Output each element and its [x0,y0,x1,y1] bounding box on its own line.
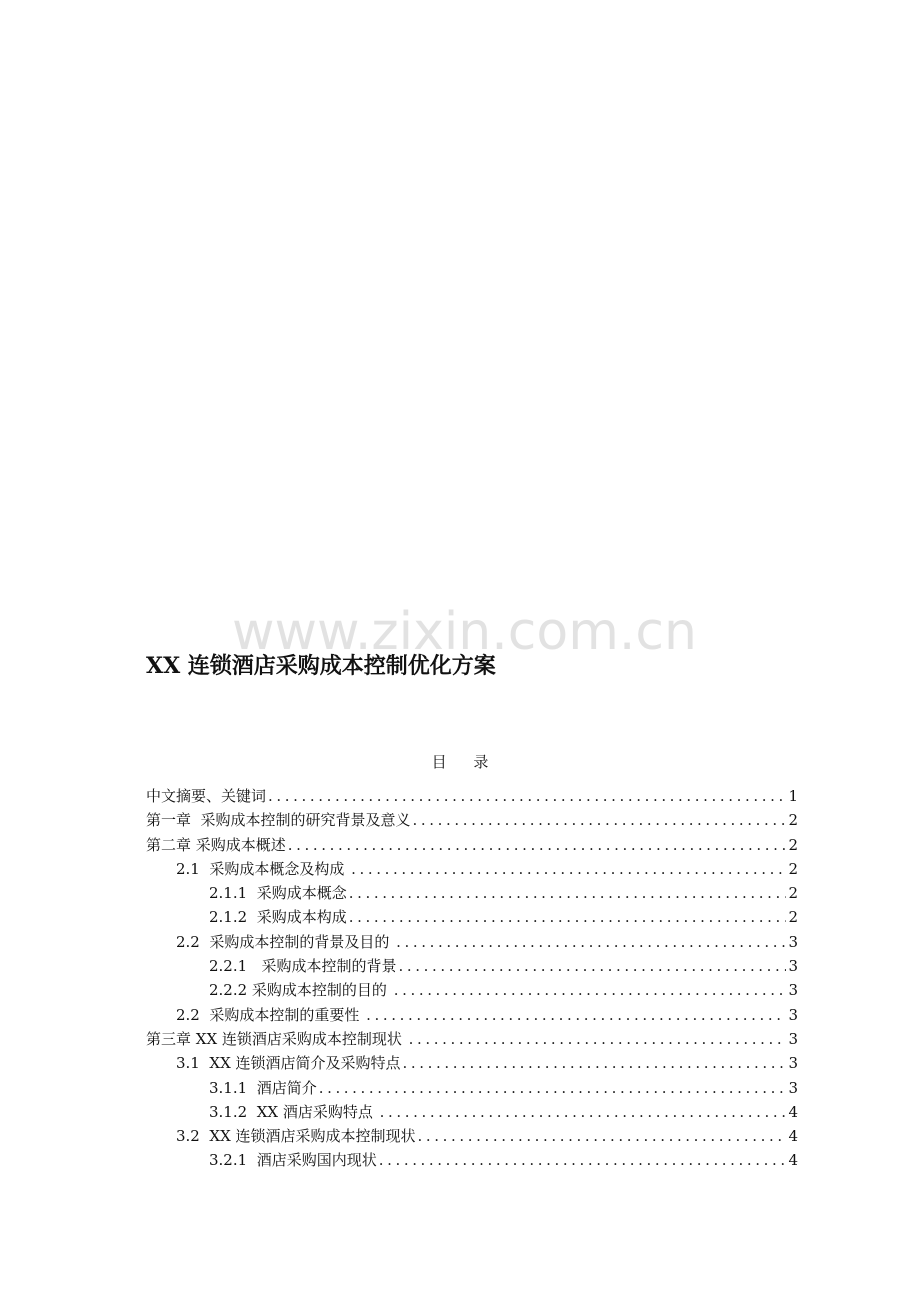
toc-entry[interactable] [146,857,798,881]
document-title: XX 连锁酒店采购成本控制优化方案 [146,653,496,679]
toc-entry-page: 1 [788,787,798,805]
toc-dot-leader [409,1027,787,1051]
toc-entry-label: 2.1 采购成本概念及构成 [176,859,350,878]
toc-entry[interactable] [146,930,798,954]
toc-entry[interactable] [146,978,798,1002]
toc-entry-label: 第一章 采购成本控制的研究背景及意义 [146,811,411,830]
toc-dot-leader [288,833,787,857]
toc-entry-label: 3.2 XX 连锁酒店采购成本控制现状 [176,1127,416,1146]
toc-dot-leader [396,930,786,954]
toc-entry-page: 3 [788,1005,798,1024]
toc-entry-label: 3.1 XX 连锁酒店简介及采购特点 [176,1054,401,1073]
toc-dot-leader [380,1100,787,1124]
toc-entry[interactable] [146,905,798,929]
toc-entry-label: 2.1.2 采购成本构成 [209,908,347,927]
toc-entry[interactable] [146,881,798,905]
toc-entry-page: 3 [788,1054,798,1073]
toc-entry-page: 2 [788,908,798,927]
toc-dot-leader [319,1076,787,1100]
toc-entry[interactable] [146,1100,798,1124]
toc-entry[interactable] [146,784,798,808]
toc-dot-leader [349,905,787,929]
watermark: www.zixin.com.cn [232,602,697,662]
toc-entry-page: 3 [788,1078,798,1097]
toc-dot-leader [349,881,787,905]
toc-entry-page: 4 [788,1102,798,1121]
toc-dot-leader [351,857,786,881]
toc-dot-leader [413,808,787,832]
table-of-contents [146,784,798,1173]
toc-entry-page: 3 [788,932,798,951]
toc-entry[interactable] [146,1027,798,1051]
toc-dot-leader [398,954,786,978]
toc-dot-leader [379,1148,787,1172]
toc-entry-page: 3 [788,981,798,1000]
toc-entry-page: 4 [788,1127,798,1146]
toc-entry[interactable] [146,954,798,978]
toc-entry-label: 2.2.2 采购成本控制的目的 [209,981,392,1000]
toc-entry-label: 2.1.1 采购成本概念 [209,884,347,903]
toc-entry[interactable] [146,1124,798,1148]
toc-entry-label: 3.1.2 XX 酒店采购特点 [209,1102,378,1121]
toc-entry-page: 2 [788,884,798,903]
toc-entry-page: 2 [788,859,798,878]
toc-entry-page: 3 [788,1029,798,1048]
toc-entry-page: 3 [788,957,798,976]
toc-dot-leader [403,1051,787,1075]
toc-entry-page: 4 [788,1151,798,1170]
toc-dot-leader [268,784,786,808]
toc-entry-page: 2 [788,835,798,854]
toc-entry[interactable] [146,808,798,832]
toc-dot-leader [418,1124,787,1148]
toc-entry[interactable] [146,1051,798,1075]
toc-dot-leader [366,1003,786,1027]
toc-entry-label: 中文摘要、关键词 [146,787,267,805]
toc-entry-label: 2.2.1 采购成本控制的背景 [209,957,397,976]
toc-heading: 目 录 [431,753,489,771]
toc-entry-page: 2 [788,811,798,830]
toc-entry-label: 3.1.1 酒店简介 [209,1078,317,1097]
toc-entry-label: 第二章 采购成本概述 [146,835,286,854]
toc-entry[interactable] [146,1148,798,1172]
toc-entry-label: 3.2.1 酒店采购国内现状 [209,1151,377,1170]
toc-entry[interactable] [146,833,798,857]
toc-entry[interactable] [146,1003,798,1027]
toc-entry-label: 第三章 XX 连锁酒店采购成本控制现状 [146,1029,407,1048]
toc-entry-label: 2.2 采购成本控制的重要性 [176,1005,365,1024]
toc-dot-leader [394,978,787,1002]
toc-entry[interactable] [146,1076,798,1100]
toc-entry-label: 2.2 采购成本控制的背景及目的 [176,932,395,951]
